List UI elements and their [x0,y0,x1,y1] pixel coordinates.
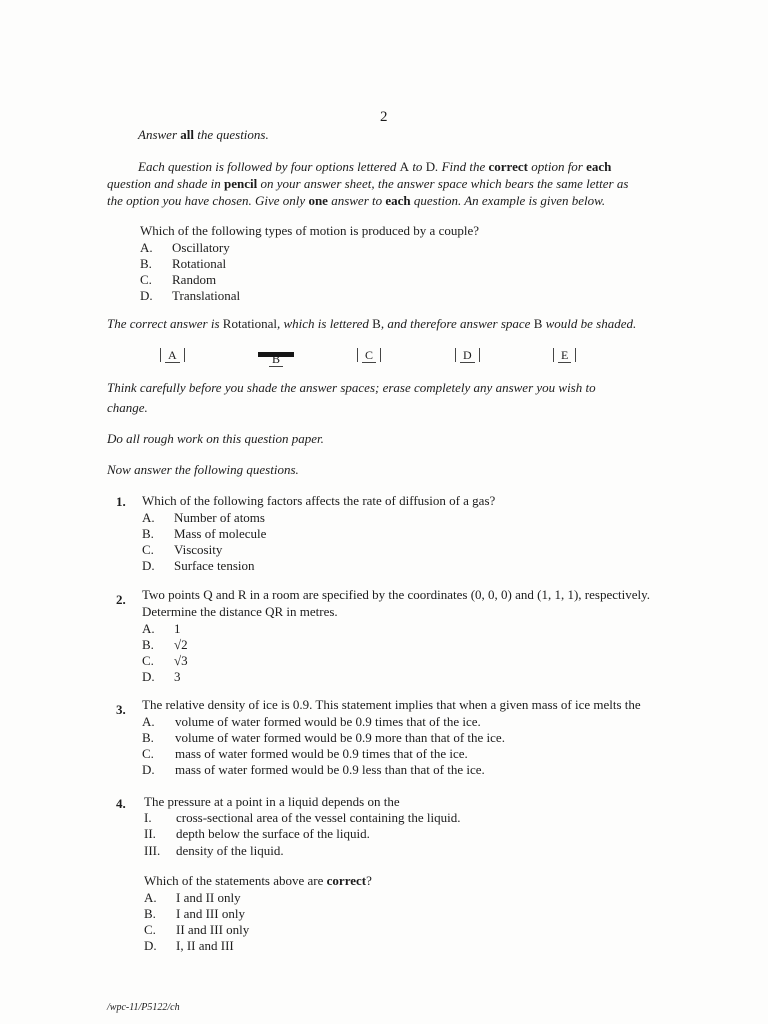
answer-space-b-shaded: B [258,352,294,357]
answer-space-e: E [553,348,576,362]
page-number: 2 [380,109,388,125]
think-carefully-line-2: change. [107,400,148,415]
question-2-text-line-2: Determine the distance QR in metres. [142,604,338,619]
instruction-line-3: the option you have chosen. Give only one answer to each question. An example is given below. [107,193,606,208]
question-4-text: The pressure at a point in a liquid depends on the [144,794,400,809]
example-question: Which of the following types of motion is produced by a couple? [140,223,480,238]
answer-space-d: D [455,348,480,362]
question-3-text: The relative density of ice is 0.9. This statement implies that when a given mass of ice melts the [142,697,641,712]
question-1-text: Which of the following factors affects the rate of diffusion of a gas? [142,493,496,508]
exam-page: 2 Answer all the questions. Each question is followed by four options lettered A to D. Find the correct option for each question and shade in pencil on your answer sheet, the answer space which bears the same letter as the option you have chosen. Give only one answer to each question. An example is given below. Which of the following types of motion is produced by a couple? A. Oscillatory B. Rotational C. Random D. Translational The correct answer is Rotational, which is lettered B, and therefore answer space B would be shaded. A B C D E Think carefully before you shade the answer spaces; erase completely any answer you wish to change. Do all rough work on this question paper. Now answer the following questions. 1. Which of the following factors affects the rate of diffusion of a gas? A. Number of atoms B. Mass of molecule C. Viscosity D. Surface tension 2. Two points Q and R in a room are specified by the coordinates (0, 0, 0) and (1, 1, 1), respectively. Determine the distance QR in metres. A. 1 B. √2 C. √3 D. 3 3. The relative density of ice is 0.9. This statement implies that when a given mass of ice melts the A. volume of water formed would be 0.9 times that of the ice. B. volume of water formed would be 0.9 more than that of the ice. C. mass of water formed would be 0.9 times that of the ice. D. mass of water formed would be 0.9 less than that of the ice. 4. The pressure at a point in a liquid depends on the I. cross-sectional area of the vessel containing the liquid. II. depth below the surface of the liquid. III. density of the liquid. Which of the statements above are correct? A. I and II only B. I and III only C. II and III only D. I, II and III /wpc-11/P5122/ch [0,0,768,1024]
question-4-follow-up: Which of the statements above are correct? [144,873,372,888]
rough-work-note: Do all rough work on this question paper. [107,431,324,446]
think-carefully-line-1: Think carefully before you shade the answer spaces; erase completely any answer you wish to [107,380,596,395]
question-4-number: 4. [116,796,126,811]
question-1-number: 1. [116,494,126,509]
answer-all-instruction: Answer all the questions. [138,127,269,142]
answer-space-a: A [160,348,185,362]
question-2-text-line-1: Two points Q and R in a room are specified by the coordinates (0, 0, 0) and (1, 1, 1), respectively. [142,587,650,602]
instruction-line-1: Each question is followed by four options lettered A to D. Find the correct option for each [138,159,612,174]
now-answer-note: Now answer the following questions. [107,462,299,477]
question-2-number: 2. [116,592,126,607]
answer-space-c: C [357,348,381,362]
correct-answer-note: The correct answer is Rotational, which is lettered B, and therefore answer space B would be shaded. [107,316,637,331]
footer-code: /wpc-11/P5122/ch [107,1002,180,1013]
question-3-number: 3. [116,702,126,717]
instruction-line-2: question and shade in pencil on your answer sheet, the answer space which bears the same letter as [107,176,629,191]
